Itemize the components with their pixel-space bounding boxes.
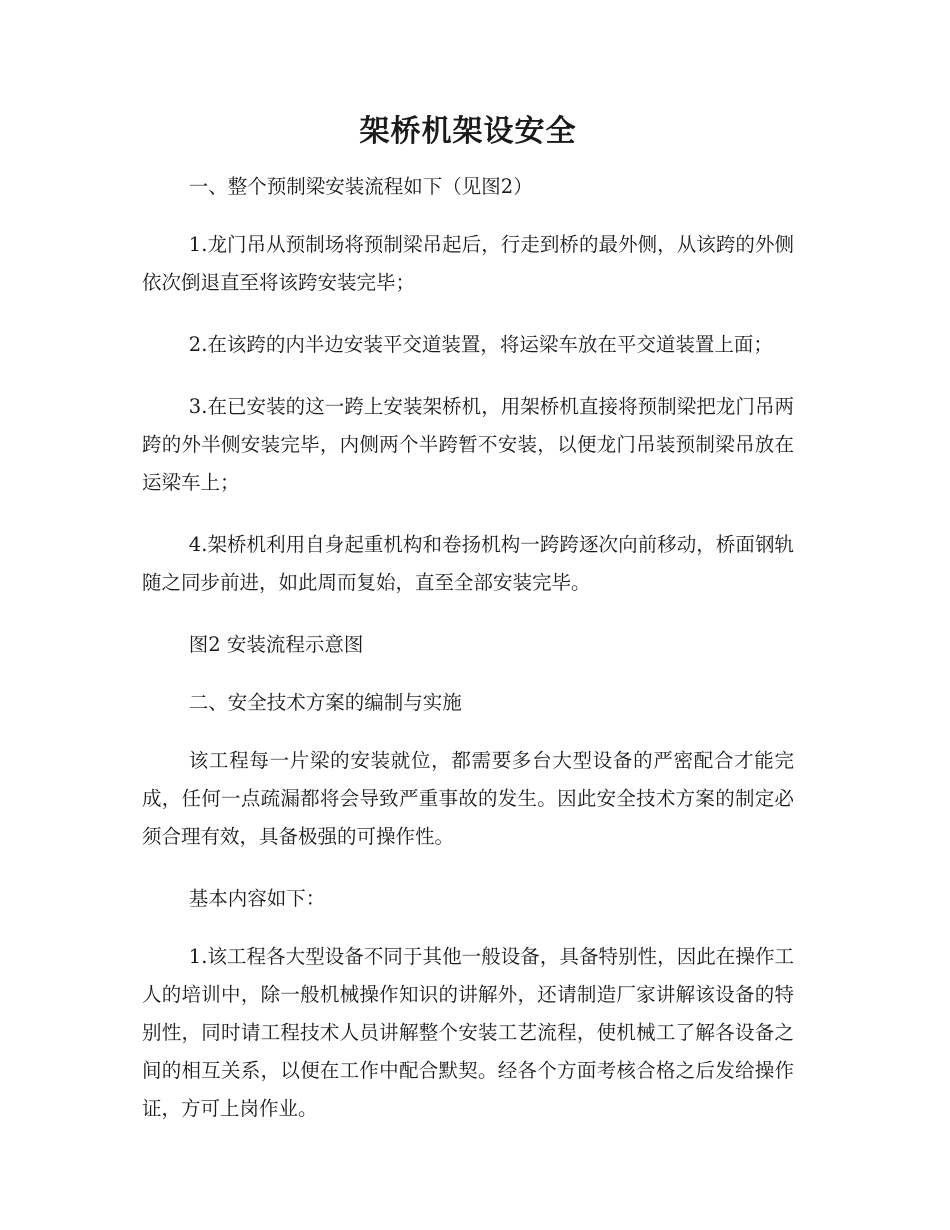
section-heading-process: 一、整个预制梁安装流程如下（见图2）	[188, 175, 533, 198]
process-step-4: 4.架桥机利用自身起重机构和卷扬机构一跨跨逐次向前移动，桥面钢轨随之同步前进，如此周而复始，直至全部安装完毕。	[142, 533, 794, 594]
section-heading-safety: 二、安全技术方案的编制与实施	[188, 691, 462, 714]
document-body	[142, 112, 794, 1152]
document-title: 架桥机架设安全	[359, 114, 577, 149]
process-step-2: 2.在该跨的内半边安装平交道装置，将运梁车放在平交道装置上面；	[188, 333, 773, 356]
figure-caption: 图2 安装流程示意图	[188, 633, 364, 656]
process-step-3: 3.在已安装的这一跨上安装架桥机，用架桥机直接将预制梁把龙门吊两跨的外半侧安装完毕，内侧两个半跨暂不安装，以便龙门吊装预制梁吊放在运梁车上；	[142, 395, 794, 494]
safety-intro-paragraph: 该工程每一片梁的安装就位，都需要多台大型设备的严密配合才能完成，任何一点疏漏都将会导致严重事故的发生。因此安全技术方案的制定必须合理有效，具备极强的可操作性。	[142, 749, 794, 848]
process-step-1: 1.龙门吊从预制场将预制梁吊起后，行走到桥的最外侧，从该跨的外侧依次倒退直至将该跨安装完毕；	[142, 233, 794, 294]
safety-item-1: 1.该工程各大型设备不同于其他一般设备，具备特别性，因此在操作工人的培训中，除一般机械操作知识的讲解外，还请制造厂家讲解该设备的特别性，同时请工程技术人员讲解整个安装工艺流程，使机械工了解各设备之间的相互关系，以便在工作中配合默契。经各个方面考核合格之后发给操作证，方可上岗作业。	[142, 945, 794, 1120]
basic-content-heading: 基本内容如下：	[188, 887, 326, 910]
